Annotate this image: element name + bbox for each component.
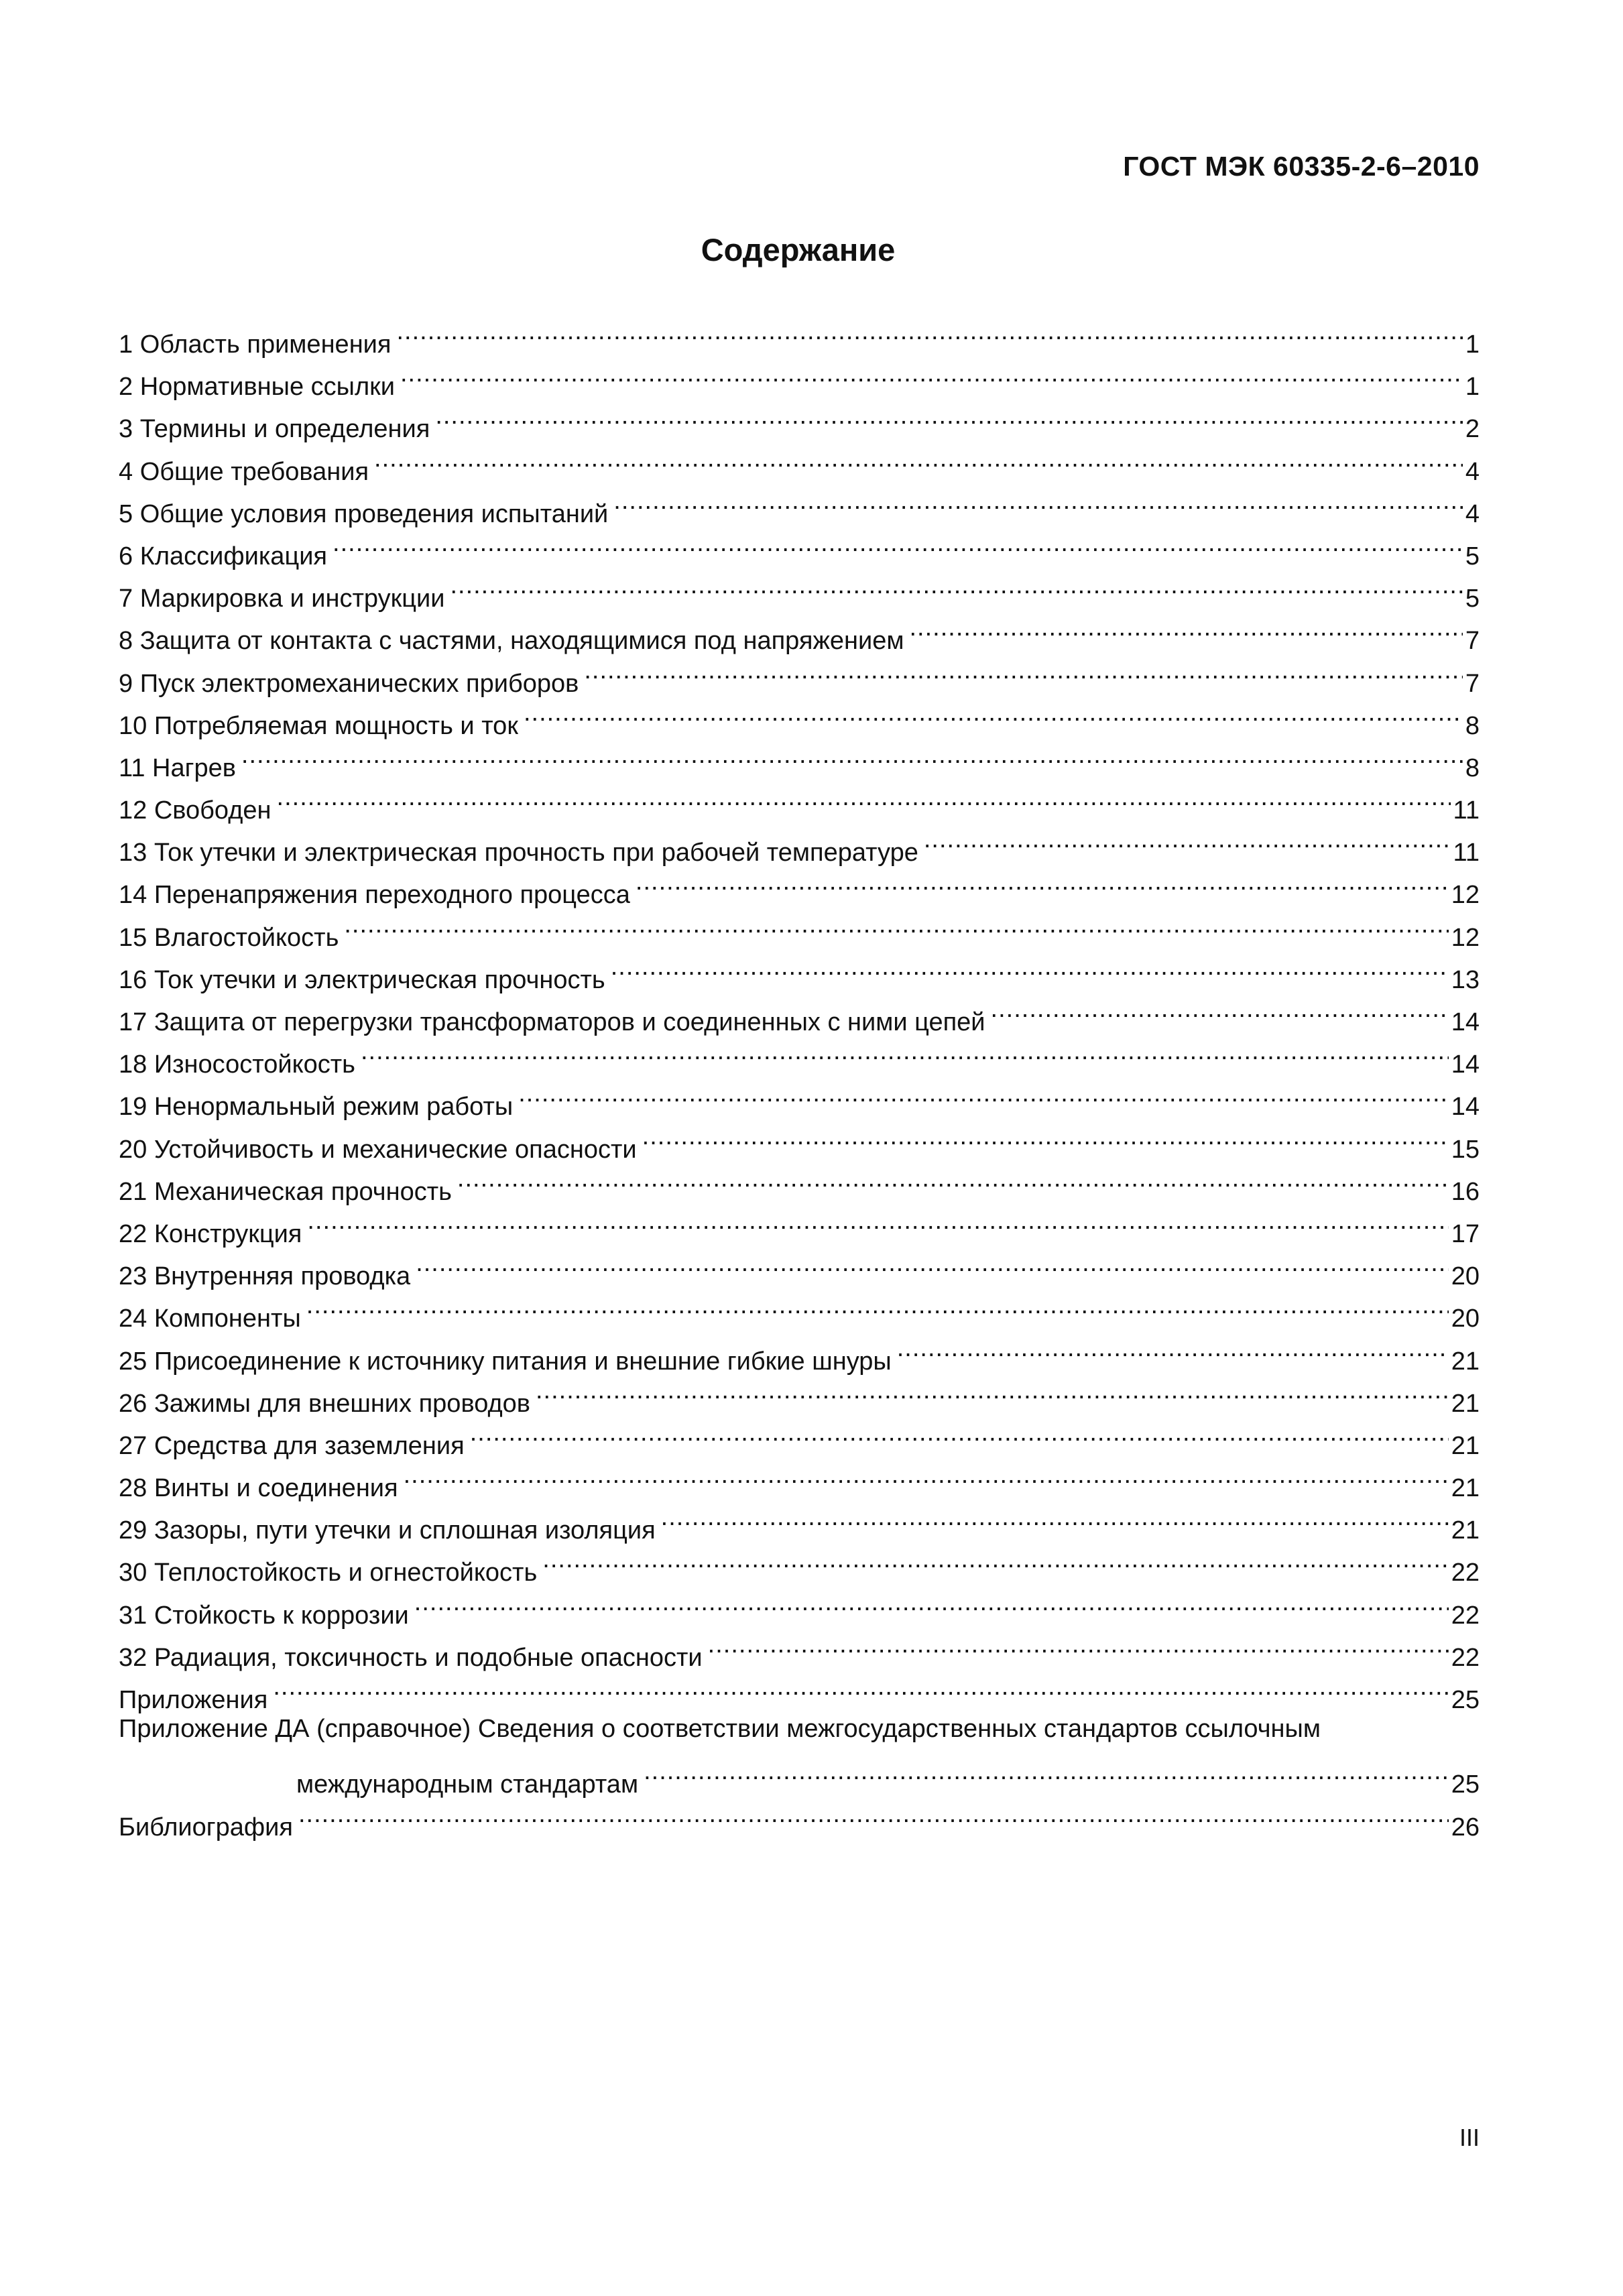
toc-entry-label: 1 Область применения [119,330,392,359]
dot-leader [404,1454,1449,1496]
toc-entry-label: 7 Маркировка и инструкции [119,585,445,613]
dot-leader [416,1242,1449,1284]
toc-entry-page: 14 [1451,1093,1480,1122]
toc-entry-page: 15 [1451,1135,1480,1164]
toc-entry-label: 3 Термины и определения [119,415,430,444]
toc-entry-label: Библиография [119,1813,293,1841]
toc-entry[interactable] [119,1666,1480,1714]
dot-leader [333,522,1463,564]
toc-entry-label: 21 Механическая прочность [119,1177,452,1206]
toc-entry-page: 11 [1453,796,1480,825]
toc-entry-label: 20 Устойчивость и механические опасности [119,1135,637,1164]
toc-entry-page: 22 [1451,1559,1480,1587]
dot-leader [524,692,1463,734]
toc-entry-page: 4 [1465,457,1480,486]
toc-entry-label: 15 Влагостойкость [119,923,339,952]
toc-entry-label: 27 Средства для заземления [119,1431,465,1460]
toc-entry-page: 1 [1465,330,1480,359]
dot-leader [344,904,1448,946]
toc-entry-label: 9 Пуск электромеханических приборов [119,669,579,698]
toc-entry[interactable] [119,1200,1480,1248]
toc-entry-label: 28 Винты и соединения [119,1474,398,1503]
toc-entry-page: 22 [1451,1601,1480,1630]
dot-leader [450,564,1462,607]
toc-entry-label: 8 Защита от контакта с частями, находящимися под напряжением [119,627,904,656]
dot-leader [457,1158,1449,1200]
toc-entry-annex-title[interactable] [119,1708,1480,1750]
page-number: III [1459,2124,1480,2151]
toc-entry-label: международным стандартам [296,1770,639,1799]
toc-entry[interactable] [119,1284,1480,1333]
toc-entry-label: 16 Ток утечки и электрическая прочность [119,965,605,994]
dot-leader [277,776,1451,819]
toc-entry-page: 22 [1451,1643,1480,1672]
toc-entry-bibliography[interactable] [119,1793,1480,1841]
toc-entry[interactable] [119,310,1480,359]
toc-entry-page: 12 [1451,881,1480,910]
dot-leader [611,946,1449,988]
toc-title: Содержание [701,232,896,267]
toc-entry-page: 21 [1451,1474,1480,1503]
dot-leader [298,1793,1449,1835]
toc-entry-label: 24 Компоненты [119,1305,301,1333]
toc-entry-label: 25 Присоединение к источнику питания и внешние гибкие шнуры [119,1347,892,1376]
toc-entry-page: 14 [1451,1008,1480,1036]
toc-entry[interactable] [119,819,1480,867]
dot-leader [518,1073,1449,1115]
toc-entry-page: 4 [1465,499,1480,528]
toc-entry-page: 8 [1465,711,1480,740]
dot-leader [613,480,1463,522]
toc-entry-page: 25 [1451,1770,1480,1799]
dot-leader [374,438,1463,480]
toc-entry-label: 31 Стойкость к коррозии [119,1601,409,1630]
toc-entry-page: 12 [1451,923,1480,952]
toc-entry-page: 7 [1465,669,1480,698]
dot-leader [414,1581,1449,1624]
toc-entry-label: 4 Общие требования [119,457,369,486]
toc-entry-page: 5 [1465,585,1480,613]
toc-entry-page: 21 [1451,1389,1480,1418]
dot-leader [642,1115,1449,1158]
toc-entry[interactable] [119,734,1480,782]
toc-entry-page: 5 [1465,542,1480,570]
toc-entry[interactable] [119,776,1480,825]
dot-leader [273,1666,1448,1708]
table-of-contents [119,310,1480,1841]
dot-leader [991,988,1449,1030]
toc-entry-label: 13 Ток утечки и электрическая прочность при рабочей температуре [119,839,918,867]
toc-entry-label: 26 Зажимы для внешних проводов [119,1389,530,1418]
toc-entry-label: 30 Теплостойкость и огнестойкость [119,1559,538,1587]
dot-leader [400,353,1463,395]
toc-entry-page: 17 [1451,1219,1480,1248]
dot-leader [435,395,1463,437]
toc-entry-label: 11 Нагрев [119,753,236,782]
toc-entry-page: 26 [1451,1813,1480,1841]
toc-entry-label: Приложения [119,1686,268,1714]
dot-leader [470,1412,1449,1454]
toc-entry-label: 14 Перенапряжения переходного процесса [119,881,630,910]
toc-entry-page: 7 [1465,627,1480,656]
toc-entry-page: 21 [1451,1516,1480,1545]
toc-entry-label: 22 Конструкция [119,1219,302,1248]
toc-entry-label: 6 Классификация [119,542,328,570]
dot-leader [924,819,1451,861]
toc-entry-label: 23 Внутренняя проводка [119,1262,411,1291]
dot-leader [708,1624,1449,1666]
toc-entry-page: 21 [1451,1347,1480,1376]
toc-entry-page: 11 [1453,839,1480,867]
dot-leader [241,734,1463,776]
toc-entry-label: Приложение ДА (справочное) Сведения о соответствии межгосударственных стандартов ссылочным [119,1715,1321,1744]
dot-leader [306,1284,1449,1327]
toc-entry-label: 10 Потребляемая мощность и ток [119,711,518,740]
dot-leader [909,607,1462,649]
dot-leader [644,1750,1449,1793]
dot-leader [542,1538,1448,1581]
toc-entry-label: 17 Защита от перегрузки трансформаторов и соединенных с ними цепей [119,1008,985,1036]
dot-leader [536,1370,1449,1412]
toc-entry-page: 20 [1451,1262,1480,1291]
toc-entry-page: 8 [1465,753,1480,782]
toc-entry-page: 1 [1465,373,1480,402]
toc-entry-page: 2 [1465,415,1480,444]
toc-entry-label: 29 Зазоры, пути утечки и сплошная изоляция [119,1516,656,1545]
document-code-header: ГОСТ МЭК 60335-2-6–2010 [1123,151,1480,182]
toc-entry-label: 18 Износостойкость [119,1050,355,1079]
dot-leader [636,861,1449,903]
dot-leader [307,1200,1448,1242]
toc-entry-label: 32 Радиация, токсичность и подобные опасности [119,1643,703,1672]
toc-entry-page: 25 [1451,1686,1480,1714]
dot-leader [584,650,1463,692]
toc-entry-page: 13 [1451,965,1480,994]
dot-leader [897,1327,1449,1370]
dot-leader [661,1496,1449,1538]
toc-entry-label: 2 Нормативные ссылки [119,373,395,402]
toc-entry-page: 16 [1451,1177,1480,1206]
toc-entry-label: 19 Ненормальный режим работы [119,1093,514,1122]
toc-entry-page: 14 [1451,1050,1480,1079]
toc-entry-label: 5 Общие условия проведения испытаний [119,499,609,528]
dot-leader [396,310,1462,353]
toc-entry-annex-continuation[interactable] [119,1750,1480,1799]
toc-entry-page: 21 [1451,1431,1480,1460]
toc-entry[interactable] [119,1242,1480,1291]
toc-entry-label: 12 Свободен [119,796,272,825]
toc-entry-page: 20 [1451,1305,1480,1333]
toc-entry[interactable] [119,1327,1480,1376]
dot-leader [361,1030,1449,1073]
